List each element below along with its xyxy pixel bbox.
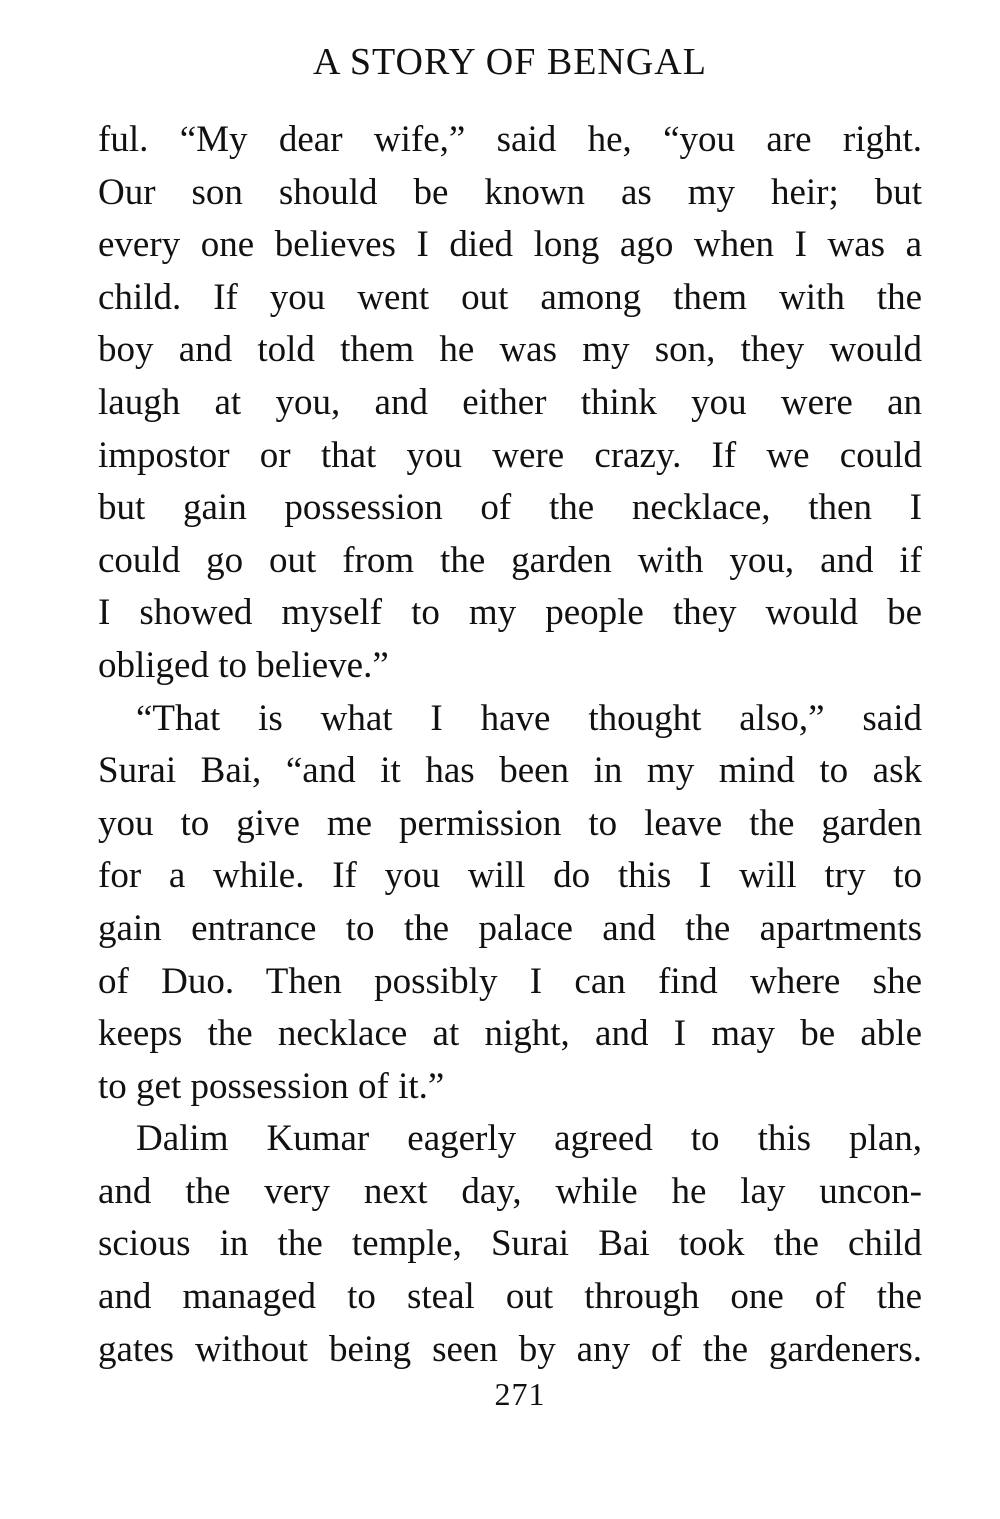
text-line: laugh at you, and either think you were an xyxy=(98,381,922,423)
text-line: and the very next day, while he lay uncon- xyxy=(98,1170,922,1212)
text-line: “That is what I have thought also,” said xyxy=(136,697,922,739)
text-line: and managed to steal out through one of the xyxy=(98,1276,922,1318)
running-head: A STORY OF BENGAL xyxy=(313,41,707,83)
text-line: you to give me permission to leave the garden xyxy=(98,802,922,844)
text-line: obliged to believe.” xyxy=(98,644,389,686)
body-text xyxy=(98,114,922,1376)
text-line: Dalim Kumar eagerly agreed to this plan, xyxy=(136,1118,922,1160)
paragraph-2 xyxy=(98,693,922,1114)
text-line: ful. “My dear wife,” said he, “you are right. xyxy=(98,119,922,160)
text-line: boy and told them he was my son, they would xyxy=(98,329,922,371)
paragraph-3 xyxy=(98,1113,922,1376)
page-number: 271 xyxy=(494,1376,546,1412)
text-line: for a while. If you will do this I will try to xyxy=(98,855,922,897)
text-line: Our son should be known as my heir; but xyxy=(98,171,922,213)
text-line: every one believes I died long ago when I was a xyxy=(98,224,922,266)
text-line: I showed myself to my people they would be xyxy=(98,592,922,634)
text-line: Surai Bai, “and it has been in my mind to ask xyxy=(98,750,922,792)
text-line: gain entrance to the palace and the apartments xyxy=(98,907,922,949)
text-line: scious in the temple, Surai Bai took the child xyxy=(98,1223,922,1265)
text-line: keeps the necklace at night, and I may be able xyxy=(98,1013,922,1055)
text-line: child. If you went out among them with the xyxy=(98,276,922,318)
text-line: impostor or that you were crazy. If we could xyxy=(98,434,922,476)
text-line: but gain possession of the necklace, then I xyxy=(98,487,922,529)
text-line: could go out from the garden with you, and if xyxy=(98,539,922,581)
text-line: to get possession of it.” xyxy=(98,1065,445,1107)
text-line: gates without being seen by any of the gardeners. xyxy=(98,1328,922,1370)
paragraph-1 xyxy=(98,114,922,693)
text-line: of Duo. Then possibly I can find where she xyxy=(98,960,922,1002)
